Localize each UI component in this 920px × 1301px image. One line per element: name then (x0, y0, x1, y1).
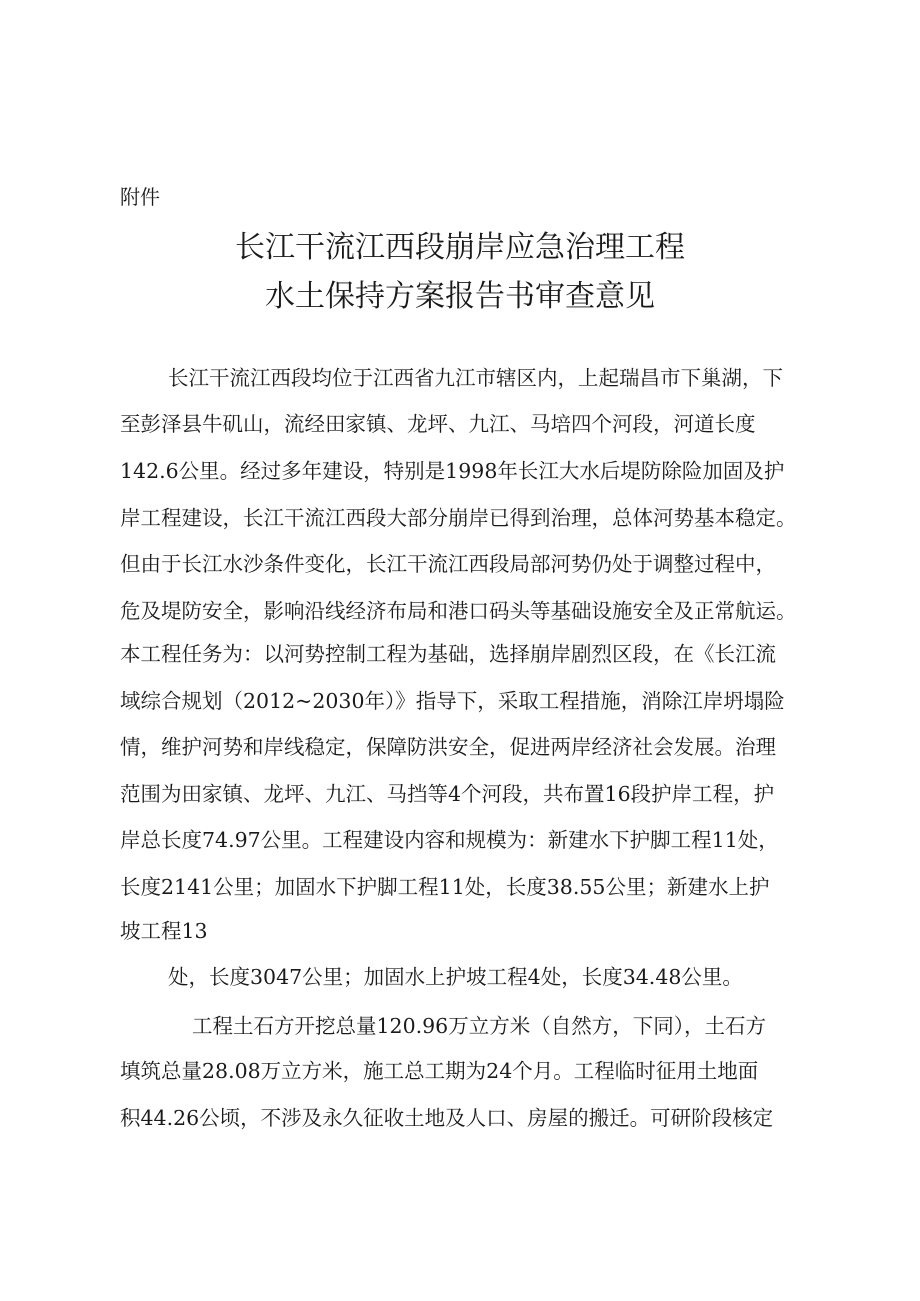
body-line: 坡工程13 (120, 919, 208, 943)
body-line: 范围为田家镇、龙坪、九江、马挡等4个河段，共布置16段护岸工程，护 (120, 782, 775, 806)
body-line: 长江干流江西段均位于江西省九江市辖区内，上起瑞昌市下巢湖，下 (168, 366, 783, 390)
body-line: 情，维护河势和岸线稳定，保障防洪安全，促进两岸经济社会发展。治理 (120, 735, 776, 759)
document-title-line-1: 长江干流江西段崩岸应急治理工程 (235, 230, 685, 265)
body-line: 填筑总量28.08万立方米，施工总工期为24个月。工程临时征用土地面 (120, 1059, 759, 1083)
body-line: 岸总长度74.97公里。工程建设内容和规模为：新建水下护脚工程11处， (120, 828, 779, 852)
body-line: 域综合规划（2012~2030年）》指导下，采取工程措施，消除江岸坍塌险 (120, 689, 785, 713)
body-line: 积44.26公顷，不涉及永久征收土地及人口、房屋的搬迁。可研阶段核定 (120, 1106, 774, 1130)
body-line: 处，长度3047公里；加固水上护坡工程4处，长度34.48公里。 (168, 965, 743, 989)
body-line: 142.6公里。经过多年建设，特别是1998年长江大水后堤防除险加固及护 (120, 459, 785, 483)
body-line: 但由于长江水沙条件变化，长江干流江西段局部河势仍处于调整过程中， (120, 552, 776, 576)
body-line: 危及堤防安全，影响沿线经济布局和港口码头等基础设施安全及正常航运。 (120, 599, 797, 623)
document-title-line-2: 水土保持方案报告书审查意见 (265, 279, 655, 314)
body-line: 长度2141公里；加固水下护脚工程11处，长度38.55公里；新建水上护 (120, 875, 770, 899)
body-line: 岸工程建设，长江干流江西段大部分崩岸已得到治理，总体河势基本稳定。 (120, 506, 797, 530)
body-line: 工程土石方开挖总量120.96万立方米（自然方，下同），土石方 (192, 1014, 766, 1038)
body-line: 至彭泽县牛矶山，流经田家镇、龙坪、九江、马培四个河段，河道长度 (120, 412, 756, 436)
body-line: 本工程任务为：以河势控制工程为基础，选择崩岸剧烈区段，在《长江流 (120, 642, 776, 666)
attachment-label: 附件 (120, 185, 160, 209)
